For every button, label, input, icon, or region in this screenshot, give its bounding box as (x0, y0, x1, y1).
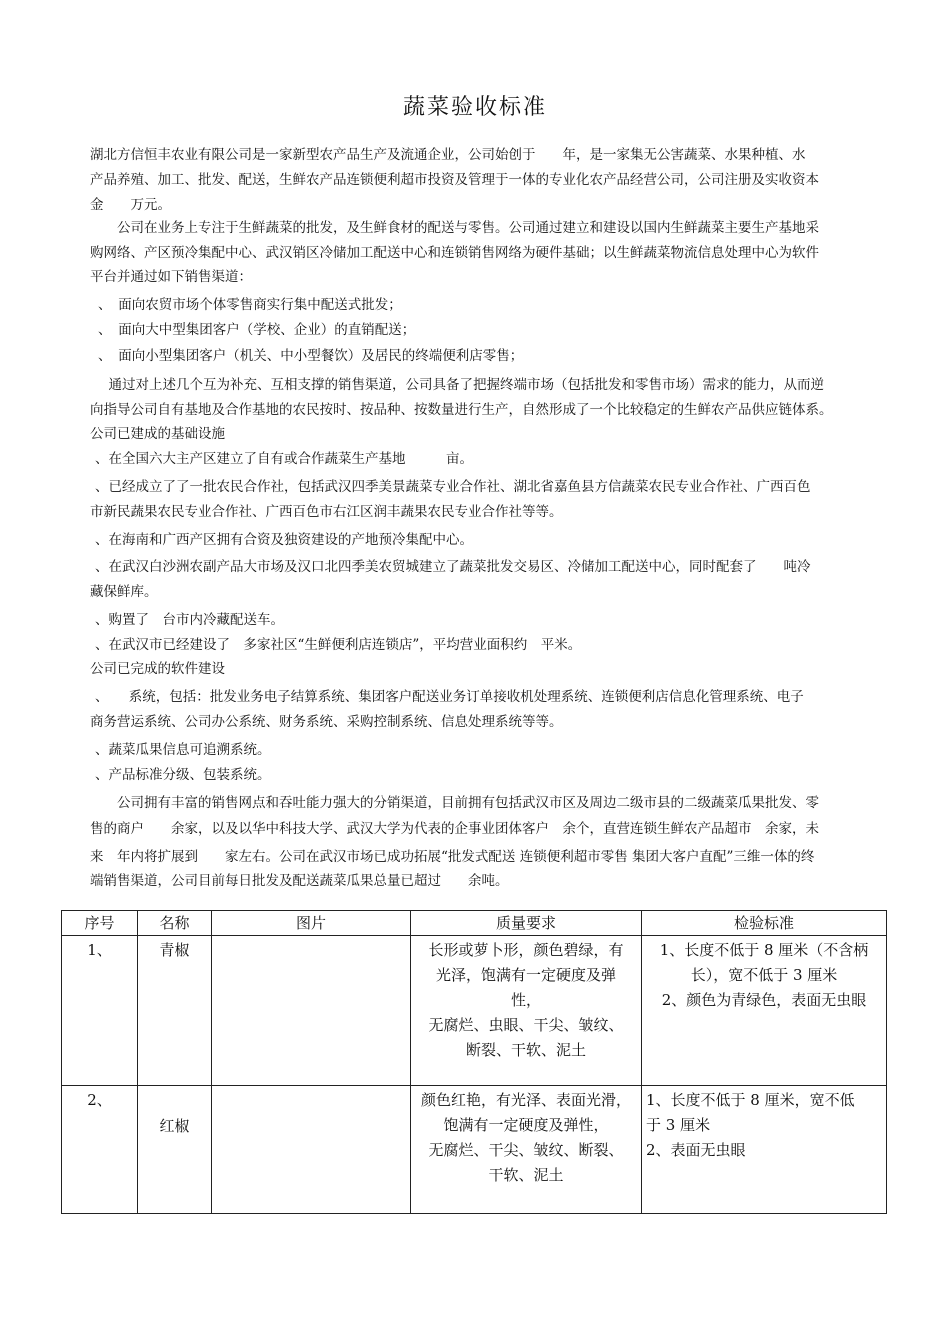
paragraph-line: 通过对上述几个互为补充、互相支撑的销售渠道，公司具备了把握终端市场（包括批发和零售市场）需求的能力，从而逆 (95, 377, 824, 393)
row-image (212, 936, 411, 1086)
paragraph-line: 公司已建成的基础设施 (90, 426, 225, 442)
paragraph-line: 、在武汉市已经建设了 多家社区“生鲜便利店连锁店”，平均营业面积约 平米。 (95, 637, 582, 653)
paragraph-line: 、在全国六大主产区建立了自有或合作蔬菜生产基地 亩。 (95, 451, 473, 467)
paragraph-line: 公司拥有丰富的销售网点和吞吐能力强大的分销渠道，目前拥有包括武汉市区及周边二级市县的二级蔬菜瓜果批发、零 (90, 795, 819, 811)
paragraph-line: 端销售渠道，公司目前每日批发及配送蔬菜瓜果总量已超过 余吨。 (90, 873, 509, 889)
table-row (62, 1086, 887, 1214)
table-row (62, 936, 887, 1086)
row-inspect: 1、长度不低于 8 厘米，宽不低 于 3 厘米 2、表面无虫眼 (642, 1086, 887, 1214)
paragraph-line: 产品养殖、加工、批发、配送，生鲜农产品连锁便利超市投资及管理于一体的专业化农产品经营公司，公司注册及实收资本 (90, 172, 819, 188)
paragraph-line: 、蔬菜瓜果信息可追溯系统。 (95, 742, 271, 758)
paragraph-line: 、在武汉白沙洲农副产品大市场及汉口北四季美农贸城建立了蔬菜批发交易区、冷储加工配送中心，同时配套了 吨冷 (95, 559, 811, 575)
paragraph-line: 平台并通过如下销售渠道： (90, 269, 252, 285)
paragraph-line: 来 年内将扩展到 家左右。公司在武汉市场已成功拓展“批发式配送 连锁便利超市零售 集团大客户直配”三维一体的终 (90, 849, 815, 865)
paragraph-line: 藏保鲜库。 (90, 584, 158, 600)
header-inspect: 检验标准 (642, 911, 887, 936)
paragraph-line: 公司已完成的软件建设 (90, 661, 225, 677)
paragraph-line: 向指导公司自有基地及合作基地的农民按时、按品种、按数量进行生产，自然形成了一个比较稳定的生鲜农产品供应链体系。 (90, 402, 833, 418)
paragraph-line: 、 面向小型集团客户（机关、中小型餐饮）及居民的终端便利店零售； (98, 348, 524, 364)
paragraph-line: 售的商户 余家，以及以华中科技大学、武汉大学为代表的企事业团体客户 余个，直营连锁生鲜农产品超市 余家，未 (90, 821, 819, 837)
paragraph-line: 湖北方信恒丰农业有限公司是一家新型农产品生产及流通企业，公司始创于 年，是一家集无公害蔬菜、水果种植、水 (90, 147, 806, 163)
row-no: 2、 (62, 1086, 138, 1214)
paragraph-line: 、已经成立了了一批农民合作社，包括武汉四季美景蔬菜专业合作社、湖北省嘉鱼县方信蔬菜农民专业合作社、广西百色 (95, 479, 811, 495)
row-inspect: 1、长度不低于 8 厘米（不含柄 长），宽不低于 3 厘米 2、颜色为青绿色，表面无虫眼 (642, 936, 887, 1086)
row-quality: 长形或萝卜形，颜色碧绿，有 光泽，饱满有一定硬度及弹 性， 无腐烂、虫眼、干尖、皱纹、 断裂、干软、泥土 (411, 936, 642, 1086)
table-header-row (62, 911, 887, 936)
paragraph-line: 、 面向农贸市场个体零售商实行集中配送式批发； (98, 297, 402, 313)
paragraph-line: 、 面向大中型集团客户（学校、企业）的直销配送； (98, 322, 416, 338)
header-image: 图片 (212, 911, 411, 936)
inspection-table (61, 910, 887, 1214)
paragraph-line: 商务营运系统、公司办公系统、财务系统、采购控制系统、信息处理系统等等。 (90, 714, 563, 730)
header-no: 序号 (62, 911, 138, 936)
row-name (138, 1086, 212, 1214)
paragraph-line: 、购置了 台市内冷藏配送车。 (95, 612, 284, 628)
paragraph-line: 金 万元。 (90, 197, 171, 213)
paragraph-line: 市新民蔬果农民专业合作社、广西百色市右江区润丰蔬果农民专业合作社等等。 (90, 504, 563, 520)
row-no: 1、 (62, 936, 138, 1086)
row-name: 青椒 (138, 936, 212, 1086)
page-title: 蔬菜验收标准 (402, 95, 547, 120)
paragraph-line: 、 系统，包括：批发业务电子结算系统、集团客户配送业务订单接收机处理系统、连锁便利店信息化管理系统、电子 (95, 689, 804, 705)
paragraph-line: 、在海南和广西产区拥有合资及独资建设的产地预冷集配中心。 (95, 532, 473, 548)
row-image (212, 1086, 411, 1214)
paragraph-line: 公司在业务上专注于生鲜蔬菜的批发，及生鲜食材的配送与零售。公司通过建立和建设以国内生鲜蔬菜主要生产基地采 (90, 220, 819, 236)
row-quality: 颜色红艳，有光泽、表面光滑， 饱满有一定硬度及弹性， 无腐烂、干尖、皱纹、断裂、 干软、泥土 (411, 1086, 642, 1214)
header-name: 名称 (138, 911, 212, 936)
row-name-text: 红椒 (159, 1117, 190, 1135)
header-quality: 质量要求 (411, 911, 642, 936)
paragraph-line: 、产品标准分级、包装系统。 (95, 767, 271, 783)
paragraph-line: 购网络、产区预冷集配中心、武汉销区冷储加工配送中心和连锁销售网络为硬件基础；以生鲜蔬菜物流信息处理中心为软件 (90, 245, 819, 261)
